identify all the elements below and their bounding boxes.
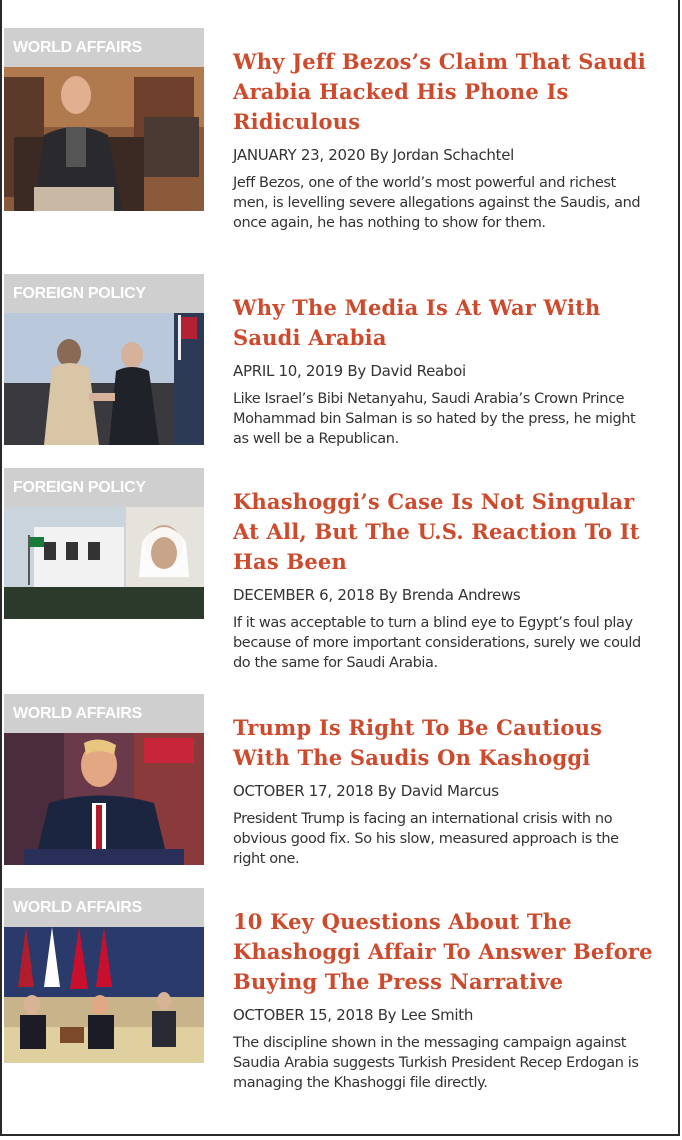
article-meta <box>233 781 653 801</box>
article-meta <box>233 585 653 605</box>
article-body <box>233 47 653 233</box>
article-meta <box>233 361 653 381</box>
article-date: DECEMBER 6, 2018 <box>233 586 375 604</box>
article-image[interactable] <box>4 313 204 445</box>
article-thumbnail[interactable] <box>4 274 204 445</box>
article-author[interactable]: Jordan Schachtel <box>392 146 514 164</box>
article-author[interactable]: Lee Smith <box>400 1006 474 1024</box>
article-excerpt: Jeff Bezos, one of the world’s most powerful and richest men, is levelling severe allegations against the Saudis, and once again, he has nothing to show for them. <box>233 175 641 231</box>
article-image[interactable] <box>4 733 204 865</box>
article-date: APRIL 10, 2019 <box>233 362 343 380</box>
article-body <box>233 293 653 449</box>
article-image[interactable] <box>4 507 204 619</box>
article-excerpt: President Trump is facing an international crisis with no obvious good fix. So his slow, measured approach is the right one. <box>233 811 619 867</box>
article-title[interactable]: Why The Media Is At War With Saudi Arabia <box>233 295 601 350</box>
article-by: By <box>378 586 398 604</box>
article-title[interactable]: Khashoggi’s Case Is Not Singular At All, But The U.S. Reaction To It Has Been <box>233 489 640 574</box>
article-thumbnail[interactable] <box>4 694 204 865</box>
article-title[interactable]: 10 Key Questions About The Khashoggi Affair To Answer Before Buying The Press Narrative <box>233 909 653 994</box>
article-meta <box>233 145 653 165</box>
article-by: By <box>369 146 389 164</box>
article-title[interactable]: Why Jeff Bezos’s Claim That Saudi Arabia Hacked His Phone Is Ridiculous <box>233 49 646 134</box>
article-excerpt: The discipline shown in the messaging campaign against Saudia Arabia suggests Turkish President Recep Erdogan is managing the Khashoggi file directly. <box>233 1035 639 1091</box>
article-author[interactable]: David Marcus <box>400 782 499 800</box>
article-image[interactable] <box>4 927 204 1063</box>
article-body <box>233 713 653 869</box>
category-label[interactable]: WORLD AFFAIRS <box>4 888 204 927</box>
article-excerpt: If it was acceptable to turn a blind eye to Egypt’s foul play because of more important considerations, surely we could do the same for Saudi Arabia. <box>233 615 641 671</box>
article-thumbnail[interactable] <box>4 888 204 1063</box>
category-label[interactable]: WORLD AFFAIRS <box>4 28 204 67</box>
article-date: OCTOBER 15, 2018 <box>233 1006 374 1024</box>
article-image[interactable] <box>4 67 204 211</box>
article-date: OCTOBER 17, 2018 <box>233 782 374 800</box>
article-by: By <box>347 362 366 380</box>
article-title[interactable]: Trump Is Right To Be Cautious With The Saudis On Kashoggi <box>233 715 603 770</box>
article-author[interactable]: Brenda Andrews <box>401 586 521 604</box>
article-body <box>233 487 653 673</box>
category-label[interactable]: FOREIGN POLICY <box>4 468 204 507</box>
article-thumbnail[interactable] <box>4 28 204 211</box>
article-by: By <box>377 782 397 800</box>
article-excerpt: Like Israel’s Bibi Netanyahu, Saudi Arabia’s Crown Prince Mohammad bin Salman is so hated by the press, he might as well be a Republican. <box>233 391 636 447</box>
article-by: By <box>377 1006 397 1024</box>
article-author[interactable]: David Reaboi <box>370 362 466 380</box>
article-meta <box>233 1005 653 1025</box>
article-body <box>233 907 653 1093</box>
article-thumbnail[interactable] <box>4 468 204 619</box>
category-label[interactable]: FOREIGN POLICY <box>4 274 204 313</box>
article-date: JANUARY 23, 2020 <box>233 146 366 164</box>
category-label[interactable]: WORLD AFFAIRS <box>4 694 204 733</box>
